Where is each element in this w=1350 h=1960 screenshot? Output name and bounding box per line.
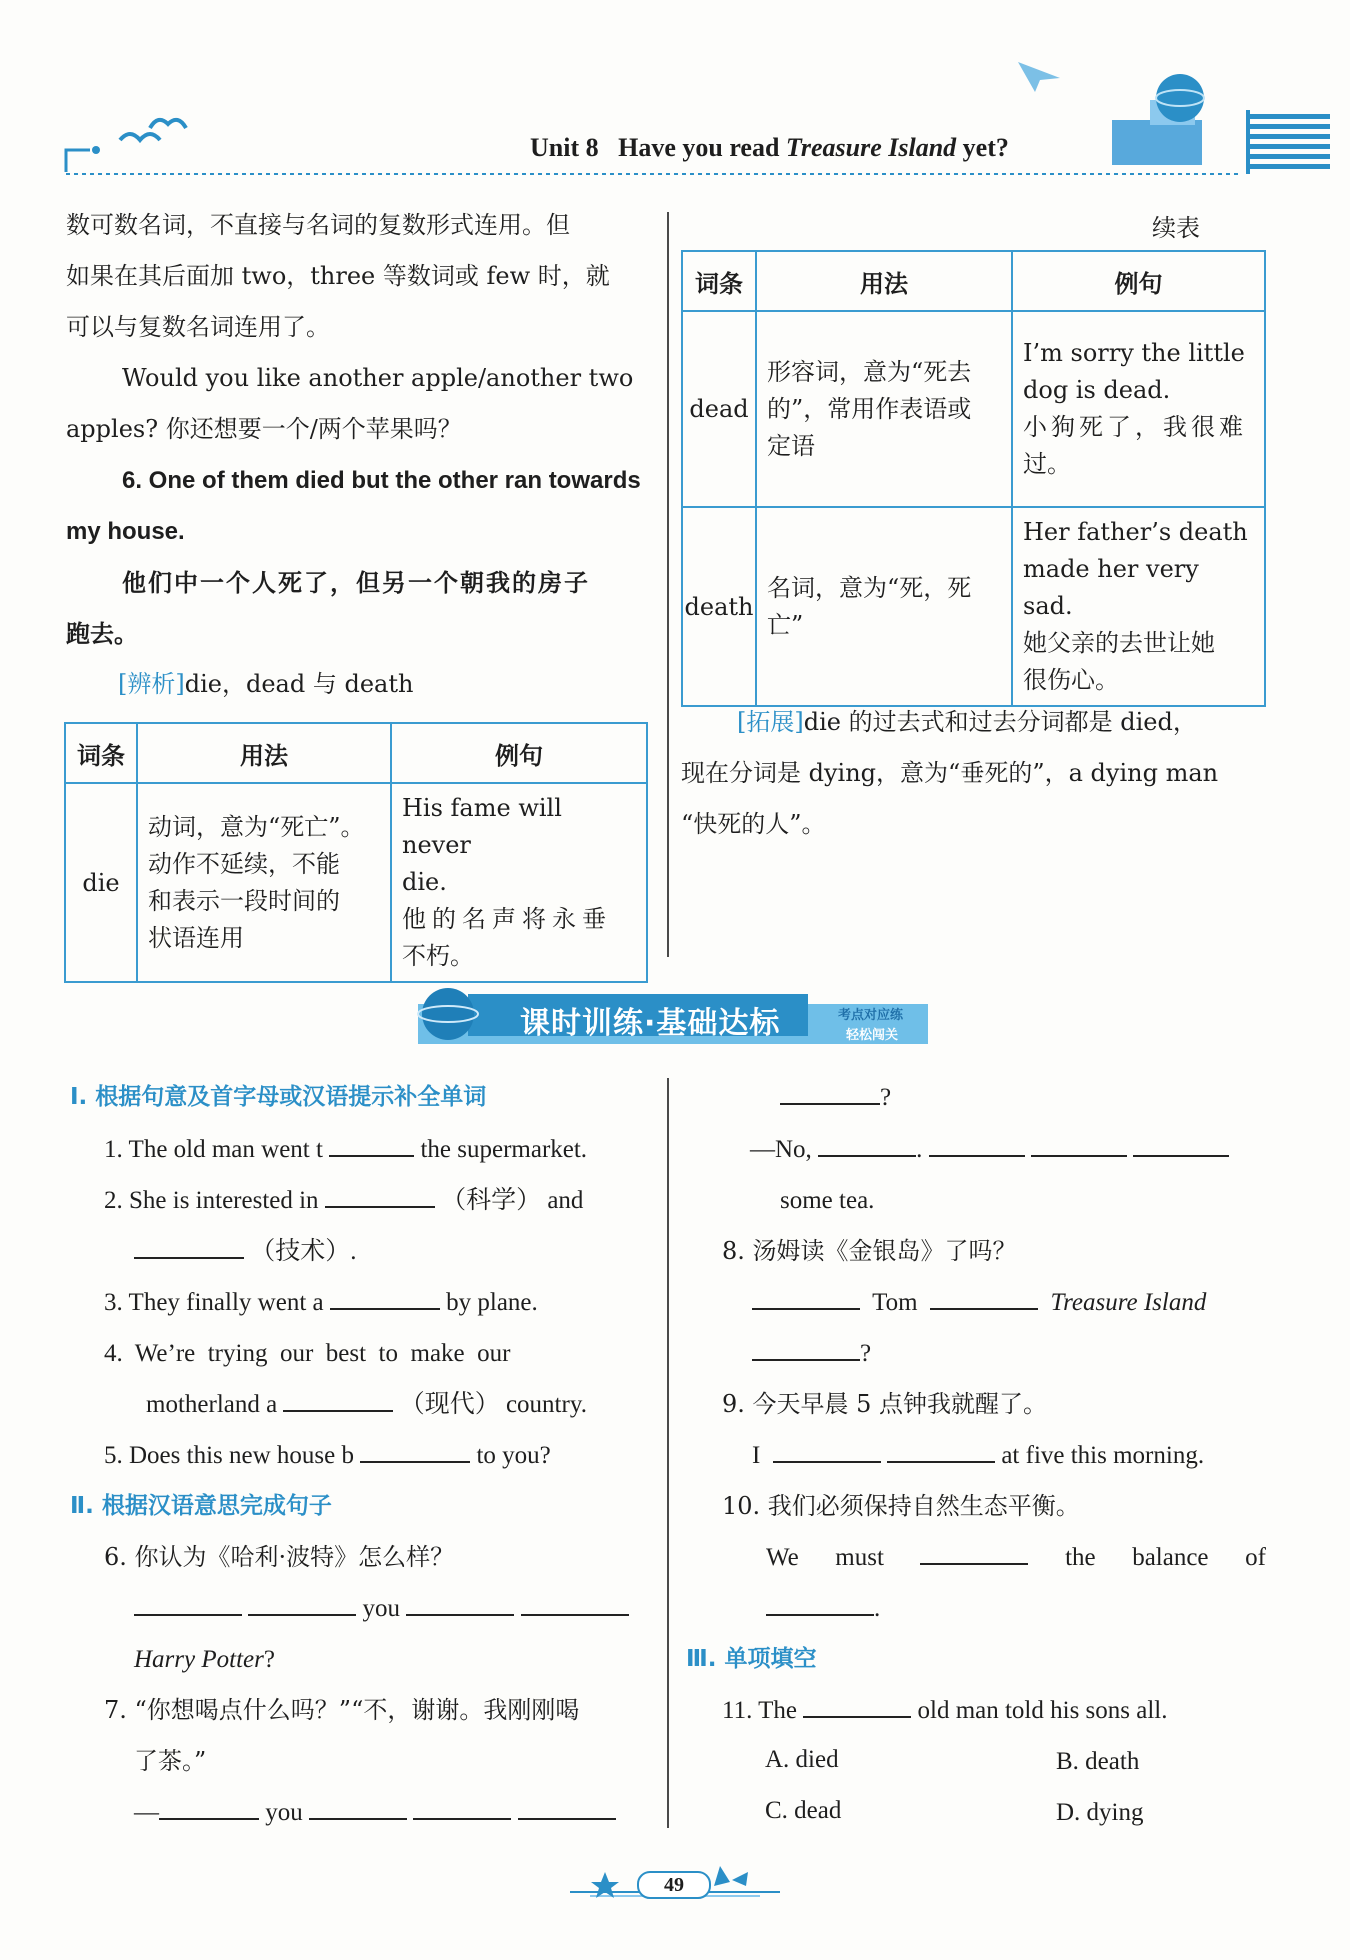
section-title: Ⅱ. 根据汉语意思完成句子 [70, 1493, 332, 1519]
unit-title [530, 133, 1009, 163]
question-5: 5. Does this new house b to you? [104, 1430, 551, 1481]
term-cell: die [65, 783, 137, 982]
question-7-tea: some tea. [780, 1187, 875, 1214]
answer-blank[interactable] [159, 1794, 259, 1820]
banner-tag: 考点对应练 [838, 1008, 904, 1023]
usage-cell: 名词，意为“死，死 亡” [756, 507, 1012, 706]
point-heading-cn: 跑去。 [66, 619, 138, 648]
pinwheel-icon [714, 1866, 748, 1886]
answer-blank[interactable] [818, 1131, 916, 1157]
question-6: 6. 你认为《哈利·波特》怎么样？ [104, 1543, 455, 1571]
answer-blank[interactable] [309, 1794, 407, 1820]
answer-blank[interactable] [1031, 1131, 1127, 1157]
unit-label: Unit 8 [530, 133, 599, 162]
left-text-block [66, 200, 656, 710]
question-2: 2. She is interested in （科学） and [104, 1175, 650, 1226]
paper-plane-icon [1018, 62, 1060, 92]
example-sentence: Would you like another apple/another two [122, 364, 634, 392]
continued-label: 续表 [1152, 214, 1200, 242]
globe-icon [1156, 74, 1204, 122]
analysis-text: die，dead 与 death [184, 670, 414, 698]
term-cell: death [682, 507, 756, 706]
answer-blank[interactable] [752, 1335, 860, 1361]
question-1: 1. The old man went t the supermarket. [104, 1124, 650, 1175]
section-title: Ⅲ. 单项填空 [686, 1646, 817, 1672]
question-10-blanks: We must the balance of [766, 1532, 1266, 1583]
question-7-blanks: — you [134, 1787, 616, 1838]
question-8-end: ? [752, 1328, 871, 1379]
example-cell: Her father’s death made her very sad. 她父亲的去世让她 很伤心。 [1012, 507, 1265, 706]
title-prefix: Have you read [618, 133, 786, 162]
usage-cell: 形容词，意为“死去 的”，常用作表语或 定语 [756, 311, 1012, 507]
question-2-cont: （技术）. [134, 1226, 357, 1277]
answer-blank[interactable] [330, 1284, 440, 1310]
table-header: 词条 [682, 251, 756, 311]
extension-block [681, 697, 1271, 850]
banner-tag: 轻松闯关 [846, 1028, 899, 1043]
extension-text: die 的过去式和过去分词都是 died， [803, 708, 1197, 736]
table-row [65, 783, 647, 982]
answer-blank[interactable] [766, 1590, 874, 1616]
vocab-table-left [64, 722, 648, 983]
example-sentence-cn: apples? 你还想要一个/两个苹果吗？ [66, 415, 462, 443]
answer-blank[interactable] [521, 1590, 629, 1616]
text-line: 如果在其后面加 two，three 等数词或 few 时，就 [66, 262, 610, 290]
page-number: 49 [664, 1874, 684, 1896]
page-footer [560, 1858, 790, 1904]
title-suffix: yet? [956, 133, 1009, 162]
option-c[interactable]: C. dead [765, 1797, 842, 1824]
question-7: 7. “你想喝点什么吗？”“不，谢谢。我刚刚喝 [104, 1696, 580, 1724]
bird-icon [120, 134, 160, 140]
question-9-blanks: I at five this morning. [752, 1430, 1204, 1481]
answer-blank[interactable] [325, 1182, 435, 1208]
text-line: 数可数名词，不直接与名词的复数形式连用。但 [66, 211, 570, 239]
option-b[interactable]: B. death [1056, 1748, 1140, 1775]
answer-blank[interactable] [248, 1590, 356, 1616]
answer-blank[interactable] [930, 1284, 1038, 1310]
table-header: 用法 [137, 723, 391, 783]
answer-blank[interactable] [752, 1284, 860, 1310]
page-header [0, 0, 1350, 200]
answer-blank[interactable] [360, 1437, 470, 1463]
question-8: 8. 汤姆读《金银岛》了吗？ [722, 1237, 1017, 1265]
answer-blank[interactable] [134, 1590, 242, 1616]
extension-tag: [拓展] [737, 708, 804, 736]
question-10: 10. 我们必须保持自然生态平衡。 [722, 1492, 1080, 1520]
title-italic: Treasure Island [785, 133, 957, 162]
question-4: 4. We’re trying our best to make our [104, 1340, 511, 1367]
header-decoration [0, 0, 1350, 200]
extension-text: 现在分词是 dying，意为“垂死的”，a dying man [681, 759, 1219, 787]
answer-blank[interactable] [518, 1794, 616, 1820]
answer-blank[interactable] [920, 1539, 1028, 1565]
point-heading: 6. One of them died but the other ran towards [122, 467, 641, 494]
question-8-blanks: Tom Treasure Island [752, 1277, 1206, 1328]
question-3: 3. They finally went a by plane. [104, 1277, 538, 1328]
header-stripes [1246, 110, 1330, 174]
bird-icon [150, 120, 186, 128]
option-a[interactable]: A. died [765, 1746, 839, 1773]
question-10-end: . [766, 1583, 880, 1634]
question-11: 11. The old man told his sons all. [722, 1685, 1168, 1736]
answer-blank[interactable] [929, 1131, 1025, 1157]
table-row [682, 311, 1265, 507]
table-header: 词条 [65, 723, 137, 783]
table-row [682, 507, 1265, 706]
answer-blank[interactable] [803, 1692, 911, 1718]
term-cell: dead [682, 311, 756, 507]
vocab-table-right [681, 250, 1266, 707]
banner-title: 课时训练·基础达标 [520, 1006, 781, 1041]
answer-blank[interactable] [1133, 1131, 1229, 1157]
example-cell: I’m sorry the little dog is dead. 小狗死了，我很难 过。 [1012, 311, 1265, 507]
extension-text: “快死的人”。 [681, 810, 826, 838]
answer-blank[interactable] [773, 1437, 881, 1463]
option-d[interactable]: D. dying [1056, 1799, 1144, 1826]
question-6-blanks: you [134, 1583, 629, 1634]
section-title: Ⅰ. 根据句意及首字母或汉语提示补全单词 [70, 1084, 487, 1110]
column-divider-top [667, 212, 669, 957]
question-4-cont: motherland a （现代） country. [146, 1379, 587, 1430]
globe-icon [422, 988, 474, 1040]
answer-blank[interactable] [329, 1131, 414, 1157]
table-header: 用法 [756, 251, 1012, 311]
section-banner [398, 982, 938, 1050]
point-heading: my house. [66, 518, 185, 545]
table-header: 例句 [1012, 251, 1265, 311]
column-divider-bottom [667, 1078, 669, 1828]
question-7-reply: —No, . [750, 1124, 1229, 1175]
question-6-end: Harry Potter? [134, 1646, 275, 1673]
answer-blank[interactable] [283, 1386, 393, 1412]
question-7-qmark: ? [780, 1072, 891, 1123]
answer-blank[interactable] [887, 1437, 995, 1463]
point-heading-cn: 他们中一个人死了，但另一个朝我的房子 [122, 568, 590, 597]
example-cell: His fame will never die. 他的名声将永垂 不朽。 [391, 783, 647, 982]
table-header: 例句 [391, 723, 647, 783]
usage-cell: 动词，意为“死亡”。 动作不延续，不能 和表示一段时间的 状语连用 [137, 783, 391, 982]
question-7-cn: 了茶。” [134, 1747, 207, 1775]
answer-blank[interactable] [134, 1233, 244, 1259]
answer-blank[interactable] [406, 1590, 514, 1616]
analysis-tag: [辨析] [118, 670, 185, 698]
star-icon [591, 1872, 619, 1898]
text-line: 可以与复数名词连用了。 [66, 313, 330, 341]
answer-blank[interactable] [780, 1079, 880, 1105]
question-9: 9. 今天早晨 5 点钟我就醒了。 [722, 1390, 1048, 1418]
answer-blank[interactable] [413, 1794, 511, 1820]
